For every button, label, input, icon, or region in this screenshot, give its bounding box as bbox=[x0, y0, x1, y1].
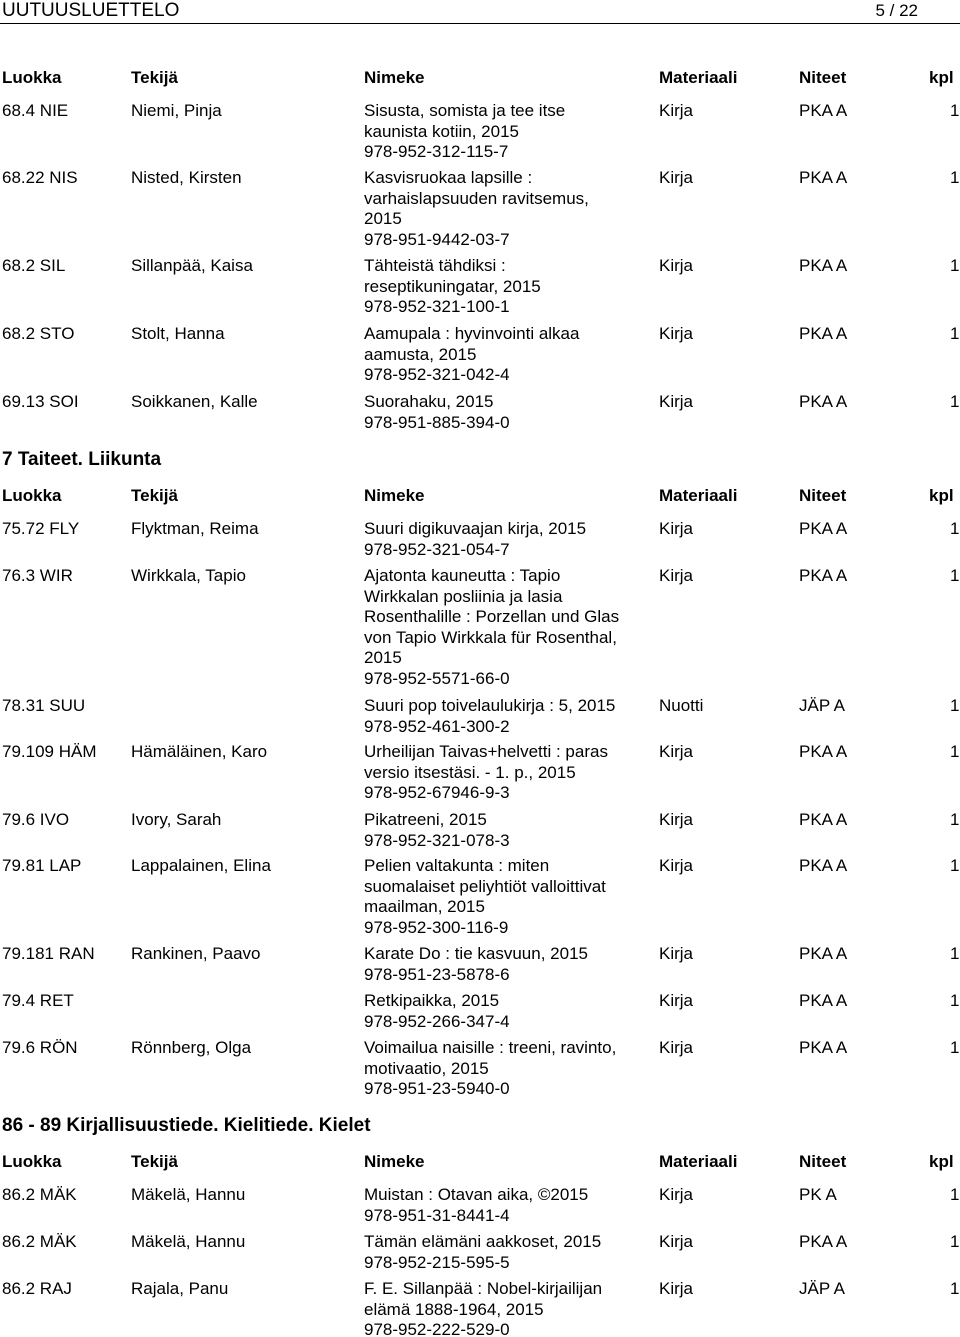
title-line: Suuri digikuvaajan kirja, 2015 bbox=[364, 519, 587, 538]
column-header-kpl: kpl bbox=[929, 486, 954, 505]
cell-materiaali: Kirja bbox=[659, 256, 694, 275]
cell-kpl: 1 bbox=[950, 519, 960, 538]
cell-materiaali: Kirja bbox=[659, 1232, 694, 1251]
column-header-row bbox=[0, 68, 960, 90]
column-header-nimeke: Nimeke bbox=[364, 68, 425, 87]
cell-luokka: 75.72 FLY bbox=[2, 519, 80, 538]
title-line: versio itsestäsi. - 1. p., 2015 bbox=[364, 762, 576, 782]
cell-materiaali: Kirja bbox=[659, 856, 694, 875]
section-title: 86 - 89 Kirjallisuustiede. Kielitiede. Kielet bbox=[2, 1115, 371, 1136]
cell-tekija: Soikkanen, Kalle bbox=[131, 392, 258, 411]
title-line: Retkipaikka, 2015 bbox=[364, 991, 500, 1010]
cell-tekija: Sillanpää, Kaisa bbox=[131, 256, 253, 275]
cell-nimeke bbox=[364, 1038, 649, 1100]
cell-nimeke bbox=[364, 566, 649, 689]
title-line: 978-952-461-300-2 bbox=[364, 716, 510, 736]
title-line: Pikatreeni, 2015 bbox=[364, 810, 487, 829]
title-line: 978-952-321-054-7 bbox=[364, 539, 510, 559]
cell-niteet: PKA A bbox=[799, 168, 848, 187]
column-header-materiaali: Materiaali bbox=[659, 1152, 738, 1171]
title-line: Pelien valtakunta : miten bbox=[364, 856, 550, 875]
cell-luokka: 68.2 SIL bbox=[2, 256, 66, 275]
cell-luokka: 78.31 SUU bbox=[2, 696, 86, 715]
title-line: kaunista kotiin, 2015 bbox=[364, 121, 519, 141]
title-line: Rosenthalille : Porzellan und Glas bbox=[364, 607, 620, 626]
cell-tekija: Nisted, Kirsten bbox=[131, 168, 242, 187]
title-line: 978-951-31-8441-4 bbox=[364, 1205, 510, 1225]
column-header-nimeke: Nimeke bbox=[364, 1152, 425, 1171]
cell-luokka: 68.2 STO bbox=[2, 324, 75, 343]
cell-luokka: 79.181 RAN bbox=[2, 944, 95, 963]
cell-nimeke bbox=[364, 991, 649, 1032]
cell-nimeke bbox=[364, 256, 649, 318]
cell-materiaali: Kirja bbox=[659, 1185, 694, 1204]
cell-materiaali: Kirja bbox=[659, 101, 694, 120]
title-line: 2015 bbox=[364, 209, 402, 228]
title-line: 978-952-300-116-9 bbox=[364, 917, 509, 937]
cell-kpl: 1 bbox=[950, 1279, 960, 1298]
cell-kpl: 1 bbox=[950, 1185, 960, 1204]
cell-nimeke bbox=[364, 168, 649, 250]
cell-materiaali: Kirja bbox=[659, 742, 694, 761]
title-line: 978-952-222-529-0 bbox=[364, 1320, 510, 1337]
title-line: F. E. Sillanpää : Nobel-kirjailijan bbox=[364, 1279, 603, 1298]
cell-luokka: 79.6 IVO bbox=[2, 810, 70, 829]
cell-luokka: 68.4 NIE bbox=[2, 101, 69, 120]
column-header-nimeke: Nimeke bbox=[364, 486, 425, 505]
title-line: Tämän elämäni aakkoset, 2015 bbox=[364, 1232, 602, 1251]
title-line: Tähteistä tähdiksi : bbox=[364, 256, 506, 275]
cell-kpl: 1 bbox=[950, 742, 960, 761]
cell-tekija: Wirkkala, Tapio bbox=[131, 566, 246, 585]
cell-nimeke bbox=[364, 944, 649, 985]
cell-niteet: PK A bbox=[799, 1185, 837, 1204]
cell-tekija: Mäkelä, Hannu bbox=[131, 1185, 246, 1204]
cell-nimeke bbox=[364, 101, 649, 163]
column-header-niteet: Niteet bbox=[799, 68, 847, 87]
cell-luokka: 86.2 MÄK bbox=[2, 1185, 77, 1204]
title-line: suomalaiset peliyhtiöt valloittivat bbox=[364, 876, 606, 896]
cell-materiaali: Kirja bbox=[659, 1279, 694, 1298]
cell-niteet: PKA A bbox=[799, 256, 848, 275]
title-line: maailman, 2015 bbox=[364, 897, 485, 916]
cell-kpl: 1 bbox=[950, 696, 960, 715]
cell-nimeke bbox=[364, 392, 649, 433]
cell-niteet: JÄP A bbox=[799, 696, 845, 715]
cell-niteet: PKA A bbox=[799, 810, 848, 829]
cell-nimeke bbox=[364, 324, 649, 386]
cell-kpl: 1 bbox=[950, 324, 960, 343]
cell-niteet: PKA A bbox=[799, 1038, 848, 1057]
title-line: 978-952-321-042-4 bbox=[364, 365, 510, 384]
cell-materiaali: Kirja bbox=[659, 991, 694, 1010]
title-line: 2015 bbox=[364, 648, 402, 667]
title-line: Sisusta, somista ja tee itse bbox=[364, 101, 566, 120]
cell-tekija: Stolt, Hanna bbox=[131, 324, 225, 343]
title-line: 978-952-266-347-4 bbox=[364, 1011, 510, 1031]
cell-niteet: PKA A bbox=[799, 856, 848, 875]
cell-nimeke bbox=[364, 742, 649, 804]
cell-materiaali: Kirja bbox=[659, 1038, 694, 1057]
cell-niteet: PKA A bbox=[799, 742, 848, 761]
cell-nimeke bbox=[364, 856, 649, 938]
cell-kpl: 1 bbox=[950, 810, 960, 829]
cell-kpl: 1 bbox=[950, 856, 960, 875]
page-number: 5 / 22 bbox=[875, 1, 918, 20]
title-line: 978-952-67946-9-3 bbox=[364, 783, 510, 802]
cell-materiaali: Nuotti bbox=[659, 696, 704, 715]
cell-kpl: 1 bbox=[950, 101, 960, 120]
cell-nimeke bbox=[364, 810, 649, 851]
cell-luokka: 79.81 LAP bbox=[2, 856, 82, 875]
cell-niteet: PKA A bbox=[799, 944, 848, 963]
cell-nimeke bbox=[364, 519, 649, 560]
cell-kpl: 1 bbox=[950, 168, 960, 187]
column-header-kpl: kpl bbox=[929, 68, 954, 87]
column-header-luokka: Luokka bbox=[2, 68, 62, 87]
title-line: 978-952-215-595-5 bbox=[364, 1252, 510, 1272]
cell-niteet: PKA A bbox=[799, 392, 848, 411]
cell-kpl: 1 bbox=[950, 944, 960, 963]
page-title: UUTUUSLUETTELO bbox=[2, 0, 180, 21]
cell-niteet: PKA A bbox=[799, 101, 848, 120]
column-header-kpl: kpl bbox=[929, 1152, 954, 1171]
title-line: 978-952-5571-66-0 bbox=[364, 668, 510, 688]
cell-luokka: 76.3 WIR bbox=[2, 566, 73, 585]
cell-materiaali: Kirja bbox=[659, 324, 694, 343]
title-line: reseptikuningatar, 2015 bbox=[364, 276, 541, 296]
cell-materiaali: Kirja bbox=[659, 566, 694, 585]
cell-materiaali: Kirja bbox=[659, 810, 694, 829]
column-header-tekija: Tekijä bbox=[131, 68, 178, 87]
cell-niteet: PKA A bbox=[799, 566, 848, 585]
cell-kpl: 1 bbox=[950, 1232, 960, 1251]
title-line: Aamupala : hyvinvointi alkaa bbox=[364, 324, 580, 343]
cell-nimeke bbox=[364, 696, 649, 737]
title-line: 978-951-23-5878-6 bbox=[364, 964, 510, 984]
title-line: 978-952-321-100-1 bbox=[364, 297, 510, 316]
cell-luokka: 86.2 RAJ bbox=[2, 1279, 72, 1298]
column-header-luokka: Luokka bbox=[2, 486, 62, 505]
cell-nimeke bbox=[364, 1232, 649, 1273]
cell-kpl: 1 bbox=[950, 1038, 960, 1057]
cell-luokka: 68.22 NIS bbox=[2, 168, 78, 187]
cell-niteet: PKA A bbox=[799, 1232, 848, 1251]
cell-nimeke bbox=[364, 1279, 649, 1337]
title-line: von Tapio Wirkkala für Rosenthal, bbox=[364, 627, 617, 647]
cell-materiaali: Kirja bbox=[659, 519, 694, 538]
title-line: Muistan : Otavan aika, ©2015 bbox=[364, 1185, 589, 1204]
cell-tekija: Rankinen, Paavo bbox=[131, 944, 261, 963]
column-header-materiaali: Materiaali bbox=[659, 486, 738, 505]
cell-niteet: PKA A bbox=[799, 519, 848, 538]
title-line: Wirkkalan posliinia ja lasia bbox=[364, 586, 563, 606]
title-line: 978-951-885-394-0 bbox=[364, 412, 510, 432]
cell-tekija: Hämäläinen, Karo bbox=[131, 742, 268, 761]
title-line: 978-952-321-078-3 bbox=[364, 830, 510, 850]
cell-luokka: 79.6 RÖN bbox=[2, 1038, 78, 1057]
cell-materiaali: Kirja bbox=[659, 392, 694, 411]
cell-tekija: Mäkelä, Hannu bbox=[131, 1232, 246, 1251]
column-header-tekija: Tekijä bbox=[131, 1152, 178, 1171]
cell-tekija: Rönnberg, Olga bbox=[131, 1038, 252, 1057]
cell-niteet: PKA A bbox=[799, 991, 848, 1010]
cell-kpl: 1 bbox=[950, 392, 960, 411]
title-line: Urheilijan Taivas+helvetti : paras bbox=[364, 742, 608, 761]
column-header-niteet: Niteet bbox=[799, 486, 847, 505]
column-header-row bbox=[0, 486, 960, 508]
cell-niteet: PKA A bbox=[799, 324, 848, 343]
cell-kpl: 1 bbox=[950, 566, 960, 585]
cell-luokka: 79.109 HÄM bbox=[2, 742, 97, 761]
title-line: motivaatio, 2015 bbox=[364, 1058, 489, 1078]
cell-luokka: 86.2 MÄK bbox=[2, 1232, 77, 1251]
section-title: 7 Taiteet. Liikunta bbox=[2, 449, 162, 470]
title-line: elämä 1888-1964, 2015 bbox=[364, 1299, 544, 1319]
title-line: aamusta, 2015 bbox=[364, 344, 477, 364]
cell-tekija: Flyktman, Reima bbox=[131, 519, 259, 538]
title-line: varhaislapsuuden ravitsemus, bbox=[364, 188, 589, 208]
cell-materiaali: Kirja bbox=[659, 944, 694, 963]
cell-tekija: Rajala, Panu bbox=[131, 1279, 229, 1298]
column-header-niteet: Niteet bbox=[799, 1152, 847, 1171]
title-line: 978-952-312-115-7 bbox=[364, 142, 509, 161]
title-line: Kasvisruokaa lapsille : bbox=[364, 168, 533, 187]
title-line: Suuri pop toivelaulukirja : 5, 2015 bbox=[364, 696, 616, 715]
column-header-materiaali: Materiaali bbox=[659, 68, 738, 87]
cell-tekija: Lappalainen, Elina bbox=[131, 856, 271, 875]
title-line: Suorahaku, 2015 bbox=[364, 392, 494, 411]
title-line: Voimailua naisille : treeni, ravinto, bbox=[364, 1038, 617, 1057]
title-line: Ajatonta kauneutta : Tapio bbox=[364, 566, 561, 585]
cell-kpl: 1 bbox=[950, 256, 960, 275]
cell-tekija: Ivory, Sarah bbox=[131, 810, 222, 829]
title-line: Karate Do : tie kasvuun, 2015 bbox=[364, 944, 588, 963]
cell-nimeke bbox=[364, 1185, 649, 1226]
cell-tekija: Niemi, Pinja bbox=[131, 101, 222, 120]
cell-luokka: 69.13 SOI bbox=[2, 392, 79, 411]
column-header-row bbox=[0, 1152, 960, 1174]
column-header-tekija: Tekijä bbox=[131, 486, 178, 505]
column-header-luokka: Luokka bbox=[2, 1152, 62, 1171]
cell-materiaali: Kirja bbox=[659, 168, 694, 187]
cell-luokka: 79.4 RET bbox=[2, 991, 74, 1010]
page-header bbox=[0, 0, 960, 24]
title-line: 978-951-9442-03-7 bbox=[364, 229, 510, 249]
title-line: 978-951-23-5940-0 bbox=[364, 1079, 510, 1098]
cell-kpl: 1 bbox=[950, 991, 960, 1010]
cell-niteet: JÄP A bbox=[799, 1279, 845, 1298]
